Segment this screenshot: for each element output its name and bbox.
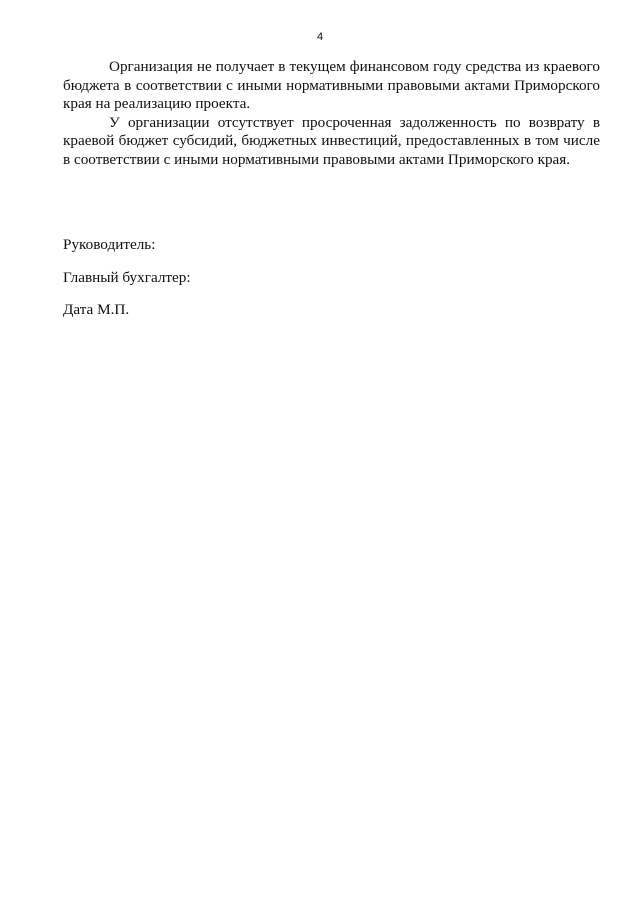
chief-accountant-signature-label: Главный бухгалтер: (63, 268, 191, 286)
head-signature-label: Руководитель: (63, 236, 156, 253)
date-seal-label: Дата М.П. (63, 301, 130, 318)
paragraph-no-overdue-debt: У организации отсутствует просроченная задолженность по возврату в краевой бюджет субсидий, бюджетных инвестиций, предоставленных в том числе в соответствии с иными нормативными правовыми актами Приморского края. (63, 113, 600, 168)
paragraph-no-budget-funds: Организация не получает в текущем финансовом году средства из краевого бюджета в соответствии с иными нормативными правовыми актами Приморского края на реализацию проекта. (63, 58, 600, 112)
body-text (63, 58, 600, 169)
page-number: 4 (316, 31, 324, 43)
signature-block (63, 236, 191, 334)
